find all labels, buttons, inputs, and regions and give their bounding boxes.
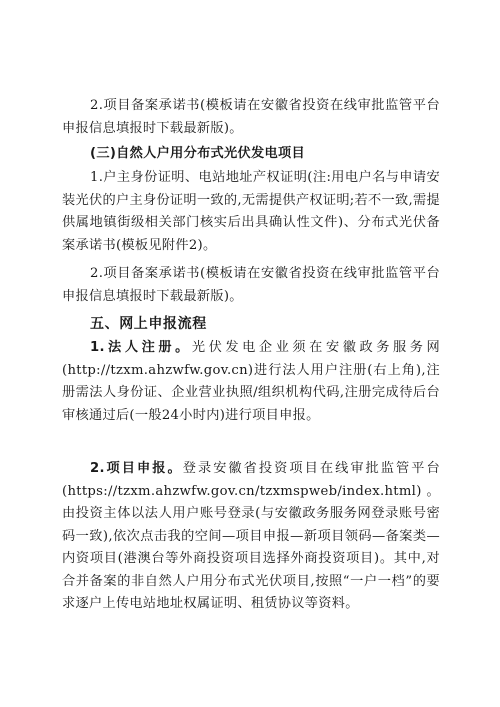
paragraph-text: 2.项目备案承诺书(模板请在安徽省投资在线审批监管平台申报信息填报时下载最新版)。	[62, 266, 440, 304]
paragraph-commitment-letter-1	[62, 95, 440, 140]
section-heading-online-filing: 五、网上申报流程	[90, 316, 207, 332]
paragraph-step-legal-registration	[62, 337, 440, 427]
paragraph-owner-id-proof	[62, 167, 440, 257]
paragraph-text: 1.户主身份证明、电站地址产权证明(注:用电户名与申请安装光伏的户主身份证明一致的,无需提供产权证明;若不一致,需提供属地镇街级相关部门核实后出具确认性文件)、分布式光伏备案承诺书(模板见附件2)。	[62, 170, 440, 253]
paragraph-text: 2.项目备案承诺书(模板请在安徽省投资在线审批监管平台申报信息填报时下载最新版)。	[62, 98, 440, 136]
step-text: 登录安徽省投资项目在线审批监管平台(https://tzxm.ahzwfw.gov.cn/tzxmspweb/index.html)。 由投资主体以法人用户账号登录(与安徽政务服务网登录账号密码一致),依次点击我的空间—项目申报—新项目领码—备案类—内资项目(港澳台等外商投资项目选择外商投资项目)。其中,对合并备案的非自然人户用分布式光伏项目,按照“一户一档”的要求逐户上传电站地址权属证明、租赁协议等资料。	[62, 461, 440, 611]
paragraph-step-project-filing	[62, 458, 440, 616]
step-text: 光伏发电企业须在安徽政务服务网(http://tzxm.ahzwfw.gov.cn)进行法人用户注册(右上角),注册需法人身份证、企业营业执照/组织机构代码,注册完成待后台审核通过后(一般24小时内)进行项目申报。	[62, 340, 440, 423]
step-lead: 2.项目申报。	[90, 461, 183, 476]
subheading-natural-person-pv: (三)自然人户用分布式光伏发电项目	[90, 146, 305, 161]
step-lead: 1.法人注册。	[90, 340, 192, 355]
paragraph-commitment-letter-2	[62, 263, 440, 308]
